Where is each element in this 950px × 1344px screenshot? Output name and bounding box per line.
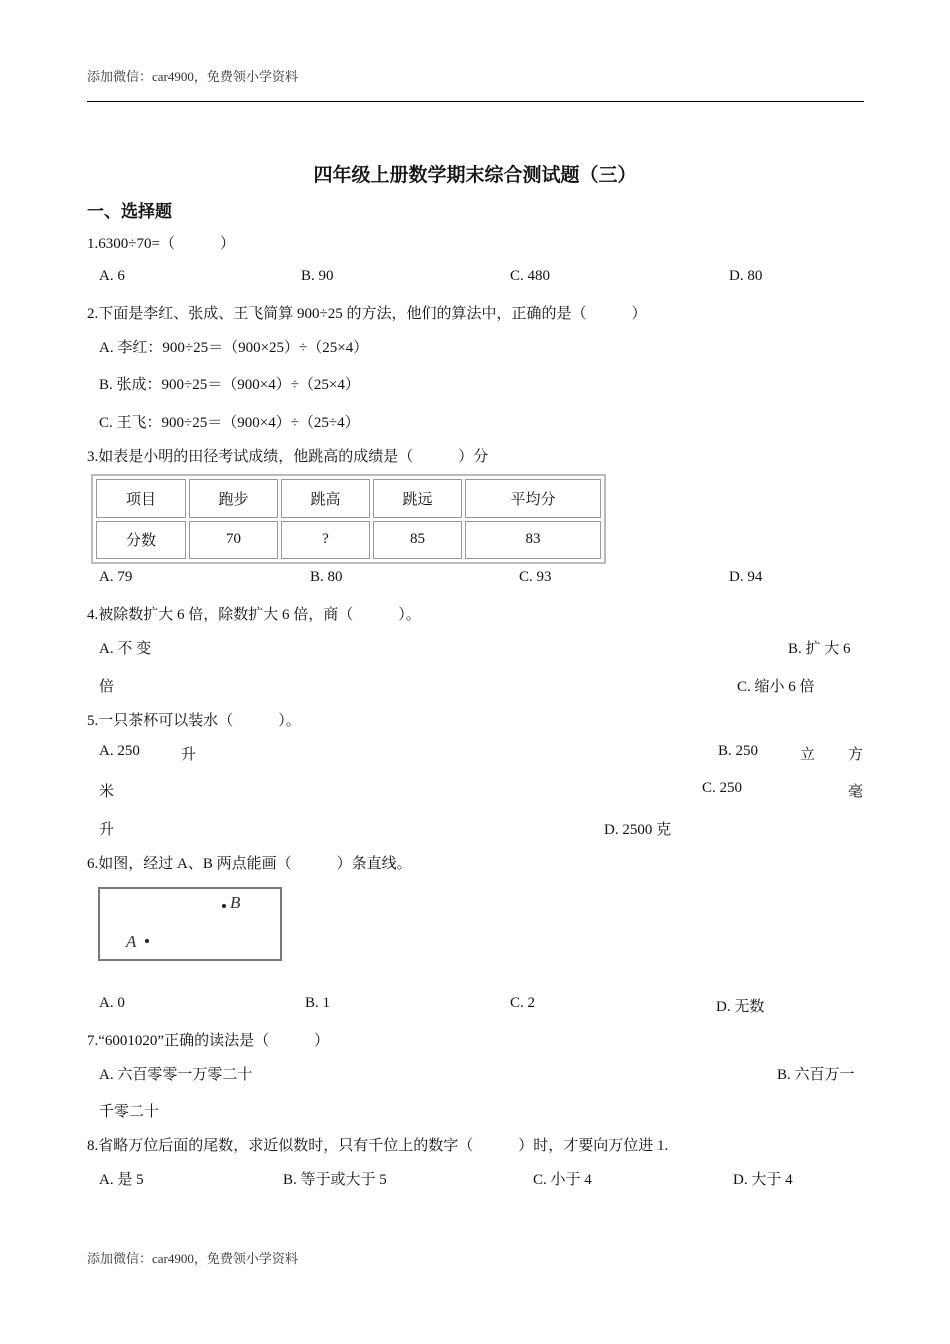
- page-header: 添加微信：car4900，免费领小学资料: [87, 69, 298, 84]
- table-row: [96, 521, 601, 560]
- q4-option-b-cont: 倍: [99, 679, 115, 695]
- point-b-label: B: [230, 893, 241, 912]
- q5-option-b-unit-3: 米: [99, 784, 115, 800]
- table-cell: 70: [189, 521, 278, 560]
- table-cell: ?: [281, 521, 370, 560]
- q4-option-c[interactable]: C. 缩小 6 倍: [737, 679, 815, 695]
- q1-option-b[interactable]: B. 90: [301, 268, 334, 284]
- q1-option-d[interactable]: D. 80: [729, 268, 763, 284]
- q7-option-a[interactable]: A. 六百零零一万零二十: [99, 1067, 253, 1083]
- q5-option-c-unit-2: 升: [99, 822, 115, 838]
- q5-option-c[interactable]: C. 250: [702, 780, 743, 796]
- q5-option-b-unit-2: 方: [848, 747, 864, 763]
- q6-option-d[interactable]: D. 无数: [716, 999, 765, 1015]
- page-title: 四年级上册数学期末综合测试题（三）: [313, 164, 637, 186]
- q6-option-b[interactable]: B. 1: [305, 995, 331, 1011]
- q2-option-b[interactable]: B. 张成：900÷25＝（900×4）÷（25×4）: [99, 377, 360, 393]
- score-table: [91, 474, 606, 564]
- question-1: 1.6300÷70=（ ）: [87, 236, 235, 252]
- q5-option-a[interactable]: A. 250: [99, 743, 140, 759]
- q8-option-b[interactable]: B. 等于或大于 5: [283, 1172, 387, 1188]
- table-header-cell: 跳高: [281, 479, 370, 518]
- points-figure: [98, 887, 282, 961]
- point-b-dot: [222, 904, 226, 908]
- q5-option-c-unit-1: 毫: [848, 784, 864, 800]
- table-header-cell: 跑步: [189, 479, 278, 518]
- point-a-dot: [145, 939, 149, 943]
- table-header-cell: 跳远: [373, 479, 462, 518]
- q6-option-c[interactable]: C. 2: [510, 995, 536, 1011]
- table-cell: 85: [373, 521, 462, 560]
- q1-option-c[interactable]: C. 480: [510, 268, 551, 284]
- question-6: 6.如图，经过 A、B 两点能画（ ）条直线。: [87, 856, 412, 872]
- q5-option-a-unit: 升: [181, 747, 197, 763]
- q7-option-b-cont: 千零二十: [99, 1104, 160, 1120]
- q6-option-a[interactable]: A. 0: [99, 995, 125, 1011]
- table-header-cell: 平均分: [465, 479, 601, 518]
- q8-option-a[interactable]: A. 是 5: [99, 1172, 144, 1188]
- q3-option-a[interactable]: A. 79: [99, 569, 133, 585]
- q5-option-b[interactable]: B. 250: [718, 743, 759, 759]
- q2-option-a[interactable]: A. 李红：900÷25＝（900×25）÷（25×4）: [99, 340, 369, 356]
- question-3: 3.如表是小明的田径考试成绩，他跳高的成绩是（ ）分: [87, 449, 489, 465]
- point-a-label: A: [126, 932, 137, 951]
- question-5: 5.一只茶杯可以装水（ ）。: [87, 713, 301, 729]
- question-4: 4.被除数扩大 6 倍，除数扩大 6 倍，商（ ）。: [87, 607, 421, 623]
- table-header-cell: 项目: [96, 479, 186, 518]
- q8-option-d[interactable]: D. 大于 4: [733, 1172, 793, 1188]
- table-cell: 分数: [96, 521, 186, 560]
- question-7: 7.“6001020”正确的读法是（ ）: [87, 1033, 330, 1049]
- q3-option-b[interactable]: B. 80: [310, 569, 343, 585]
- question-8: 8.省略万位后面的尾数，求近似数时，只有千位上的数字（ ）时，才要向万位进 1.: [87, 1138, 669, 1154]
- q3-option-c[interactable]: C. 93: [519, 569, 552, 585]
- q8-option-c[interactable]: C. 小于 4: [533, 1172, 592, 1188]
- section-heading: 一、选择题: [87, 202, 172, 222]
- question-2: 2.下面是李红、张成、王飞简算 900÷25 的方法，他们的算法中，正确的是（ ）: [87, 306, 647, 322]
- q2-option-c[interactable]: C. 王飞：900÷25＝（900×4）÷（25÷4）: [99, 415, 360, 431]
- q4-option-a[interactable]: A. 不 变: [99, 641, 152, 657]
- header-rule: [87, 101, 864, 102]
- page-footer: 添加微信：car4900，免费领小学资料: [87, 1251, 298, 1266]
- q5-option-b-unit-1: 立: [800, 747, 816, 763]
- table-header-row: [96, 479, 601, 518]
- q1-option-a[interactable]: A. 6: [99, 268, 125, 284]
- q5-option-d[interactable]: D. 2500 克: [604, 822, 672, 838]
- table-cell: 83: [465, 521, 601, 560]
- q3-option-d[interactable]: D. 94: [729, 569, 763, 585]
- q7-option-b[interactable]: B. 六百万一: [777, 1067, 855, 1083]
- q4-option-b[interactable]: B. 扩 大 6: [788, 641, 851, 657]
